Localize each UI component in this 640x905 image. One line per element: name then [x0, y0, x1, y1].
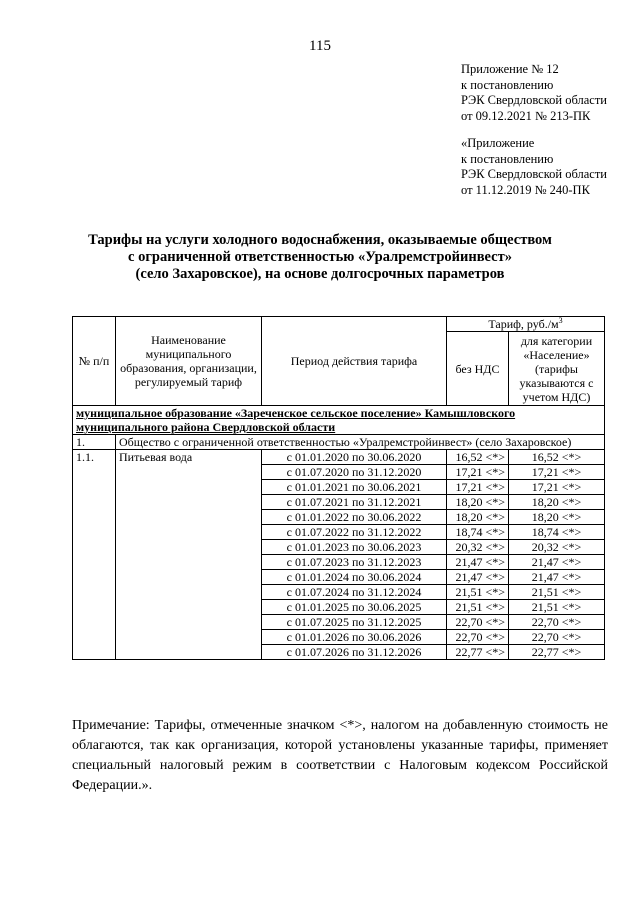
- tariff-population-cell: 16,52 <*>: [509, 450, 605, 465]
- annex-current: [461, 62, 607, 124]
- org-name: Общество с ограниченной ответственностью «Уралремстройинвест» (село Захаровское): [116, 435, 605, 450]
- tariff-no-vat-cell: 20,32 <*>: [447, 540, 509, 555]
- period-cell: с 01.01.2020 по 30.06.2020: [262, 450, 447, 465]
- header-num: № п/п: [73, 317, 116, 406]
- period-cell: с 01.07.2022 по 31.12.2022: [262, 525, 447, 540]
- tariff-no-vat-cell: 21,47 <*>: [447, 570, 509, 585]
- period-cell: с 01.07.2024 по 31.12.2024: [262, 585, 447, 600]
- table-row: [73, 450, 605, 465]
- page-number: 115: [309, 38, 331, 54]
- municipality-name: муниципальное образование «Зареченское сельское поселение» Камышловского муниципального района Свердловской области: [73, 406, 605, 435]
- period-cell: с 01.01.2022 по 30.06.2022: [262, 510, 447, 525]
- tariff-no-vat-cell: 22,70 <*>: [447, 630, 509, 645]
- title-line: с ограниченной ответственностью «Уралремстройинвест»: [128, 249, 512, 265]
- title-line: (село Захаровское), на основе долгосрочных параметров: [135, 266, 505, 282]
- item-number: 1.1.: [73, 450, 116, 660]
- tariff-no-vat-cell: 18,20 <*>: [447, 510, 509, 525]
- tariff-population-cell: 18,20 <*>: [509, 510, 605, 525]
- period-cell: с 01.01.2026 по 30.06.2026: [262, 630, 447, 645]
- footnote: Примечание: Тарифы, отмеченные значком <*>, налогом на добавленную стоимость не облагаются, так как организация, которой установлены указанные тарифы, применяет специальный налоговый режим в соответствии с Налоговым кодексом Российской Федерации.».: [72, 718, 608, 793]
- annex-line: РЭК Свердловской области: [461, 167, 607, 181]
- tariff-no-vat-cell: 18,20 <*>: [447, 495, 509, 510]
- annex-line: к постановлению: [461, 151, 554, 166]
- tariff-no-vat-cell: 22,77 <*>: [447, 645, 509, 660]
- tariff-no-vat-cell: 17,21 <*>: [447, 480, 509, 495]
- annex-line: от 09.12.2021 № 213-ПК: [461, 108, 591, 123]
- tariff-population-cell: 21,51 <*>: [509, 585, 605, 600]
- tariff-population-cell: 21,51 <*>: [509, 600, 605, 615]
- annex-line: от 11.12.2019 № 240-ПК: [461, 182, 590, 197]
- tariff-population-cell: 22,70 <*>: [509, 630, 605, 645]
- period-cell: с 01.01.2025 по 30.06.2025: [262, 600, 447, 615]
- period-cell: с 01.01.2021 по 30.06.2021: [262, 480, 447, 495]
- tariff-no-vat-cell: 21,51 <*>: [447, 585, 509, 600]
- tariff-no-vat-cell: 17,21 <*>: [447, 465, 509, 480]
- organization-row: [73, 435, 605, 450]
- municipality-row: [73, 406, 605, 435]
- annex-line: к постановлению: [461, 77, 554, 92]
- period-cell: с 01.07.2020 по 31.12.2020: [262, 465, 447, 480]
- header-name: Наименование муниципального образования, организации, регулируемый тариф: [116, 317, 262, 406]
- tariff-population-cell: 21,47 <*>: [509, 570, 605, 585]
- tariff-no-vat-cell: 21,47 <*>: [447, 555, 509, 570]
- tariff-population-cell: 20,32 <*>: [509, 540, 605, 555]
- tariff-population-cell: 22,70 <*>: [509, 615, 605, 630]
- tariff-unit-label: Тариф, руб./м: [488, 317, 559, 331]
- tariff-population-cell: 17,21 <*>: [509, 465, 605, 480]
- header-tariff-group: [447, 317, 605, 332]
- tariff-population-cell: 17,21 <*>: [509, 480, 605, 495]
- header-population: для категории «Население» (тарифы указываются с учетом НДС): [509, 332, 605, 406]
- title-line: Тарифы на услуги холодного водоснабжения, оказываемые обществом: [88, 232, 552, 248]
- tariff-population-cell: 18,20 <*>: [509, 495, 605, 510]
- tariff-no-vat-cell: 16,52 <*>: [447, 450, 509, 465]
- tariff-table: [72, 316, 605, 660]
- header-period: Период действия тарифа: [262, 317, 447, 406]
- org-number: 1.: [73, 435, 116, 450]
- document-title: [60, 232, 580, 283]
- annex-line: РЭК Свердловской области: [461, 93, 607, 107]
- period-cell: с 01.07.2025 по 31.12.2025: [262, 615, 447, 630]
- annex-line: «Приложение: [461, 136, 535, 150]
- period-cell: с 01.07.2021 по 31.12.2021: [262, 495, 447, 510]
- period-cell: с 01.07.2023 по 31.12.2023: [262, 555, 447, 570]
- tariff-population-cell: 22,77 <*>: [509, 645, 605, 660]
- header-no-vat: без НДС: [447, 332, 509, 406]
- period-cell: с 01.01.2024 по 30.06.2024: [262, 570, 447, 585]
- tariff-population-cell: 18,74 <*>: [509, 525, 605, 540]
- tariff-population-cell: 21,47 <*>: [509, 555, 605, 570]
- tariff-no-vat-cell: 22,70 <*>: [447, 615, 509, 630]
- annex-line: Приложение № 12: [461, 62, 559, 76]
- period-cell: с 01.01.2023 по 30.06.2023: [262, 540, 447, 555]
- tariff-no-vat-cell: 21,51 <*>: [447, 600, 509, 615]
- tariff-no-vat-cell: 18,74 <*>: [447, 525, 509, 540]
- tariff-unit-superscript: 3: [558, 316, 563, 325]
- period-cell: с 01.07.2026 по 31.12.2026: [262, 645, 447, 660]
- header-row: [73, 317, 605, 332]
- item-name: Питьевая вода: [116, 450, 262, 660]
- annex-previous: [461, 136, 607, 198]
